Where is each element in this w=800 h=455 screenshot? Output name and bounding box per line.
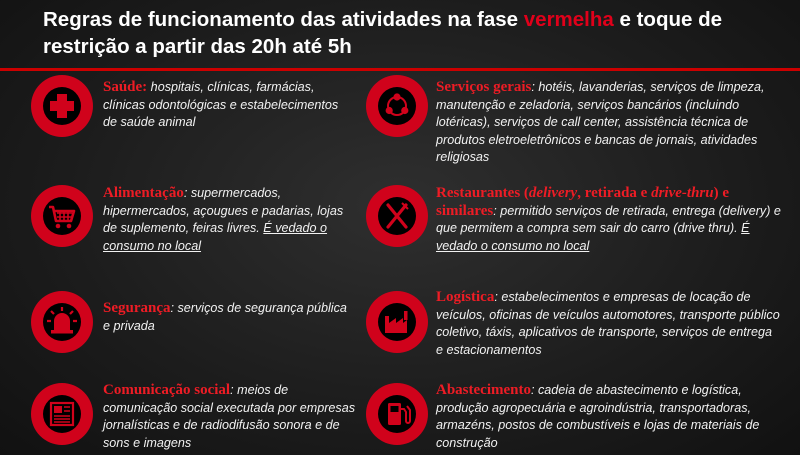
category-label: Alimentação xyxy=(103,185,184,201)
restriction-note: É vedado o consumo no local xyxy=(436,221,750,253)
item-text xyxy=(103,300,353,335)
category-italic: delivery xyxy=(528,185,578,201)
fuel-pump-icon xyxy=(366,383,428,445)
category-part: ) e similares xyxy=(436,185,730,219)
category-description: : meios de comunicação social executada por empresas jornalísticas e de radiodifusão sonora e de sons e imagens xyxy=(103,383,356,450)
newspaper-icon xyxy=(31,383,93,445)
category-description: : permitido serviços de retirada, entrega (delivery) e que permitem a compra sem sair do carro (drive thru). xyxy=(436,203,781,236)
item-text xyxy=(436,185,781,255)
category-label: Comunicação social xyxy=(103,382,231,398)
category-part: , retirada e xyxy=(577,185,652,201)
category-label: Segurança xyxy=(103,300,171,316)
category-description: hospitais, clínicas, farmácias, clínicas odontológicas e estabelecimentos de saúde animal xyxy=(103,80,339,130)
item-text xyxy=(103,382,358,452)
medical-cross-icon xyxy=(31,75,93,137)
shopping-cart-icon xyxy=(31,185,93,247)
category-label: Abastecimento xyxy=(436,382,531,398)
title-highlight: vermelha xyxy=(523,8,614,31)
item-text xyxy=(436,382,781,452)
category-description: : supermercados, hipermercados, açougues e padarias, lojas de suplemento, feiras livres. xyxy=(103,186,344,236)
item-text xyxy=(436,289,781,359)
restriction-note: É vedado o consumo no local xyxy=(103,221,328,253)
item-text xyxy=(103,185,353,255)
item-text xyxy=(436,79,781,167)
siren-icon xyxy=(31,291,93,353)
title-part2: e toque de restrição a partir das 20h até 5h xyxy=(43,8,723,58)
header-divider xyxy=(0,68,800,71)
fork-knife-icon xyxy=(366,185,428,247)
item-text xyxy=(103,79,353,132)
category-label: Logística xyxy=(436,289,495,305)
title-part1: Regras de funcionamento das atividades na fase xyxy=(43,8,524,31)
category-italic: drive-thru xyxy=(651,185,714,201)
category-description: : serviços de segurança pública e privada xyxy=(103,301,347,333)
category-label: Saúde: xyxy=(103,79,148,95)
share-network-icon xyxy=(366,75,428,137)
category-description: : estabelecimentos e empresas de locação de veículos, oficinas de veículos automotores, transporte público coletivo, táxis, aplicativos de transporte, serviços de entrega e estacionamentos xyxy=(436,290,780,357)
factory-icon xyxy=(366,291,428,353)
category-description: : hotéis, lavanderias, serviços de limpeza, manutenção e zeladoria, serviços bancários (incluindo lotéricas), serviços de call center, assistência técnica de produtos eletroeletrônicos e bancas de jornais, atividades religiosas xyxy=(436,80,765,165)
category-part: Restaurantes ( xyxy=(436,185,529,201)
page-title xyxy=(43,6,783,60)
category-label: Serviços gerais xyxy=(436,79,532,95)
category-description: : cadeia de abastecimento e logística, produção agropecuária e agroindústria, transportadoras, armazéns, postos de combustíveis e lojas de materiais de construção xyxy=(436,383,760,450)
